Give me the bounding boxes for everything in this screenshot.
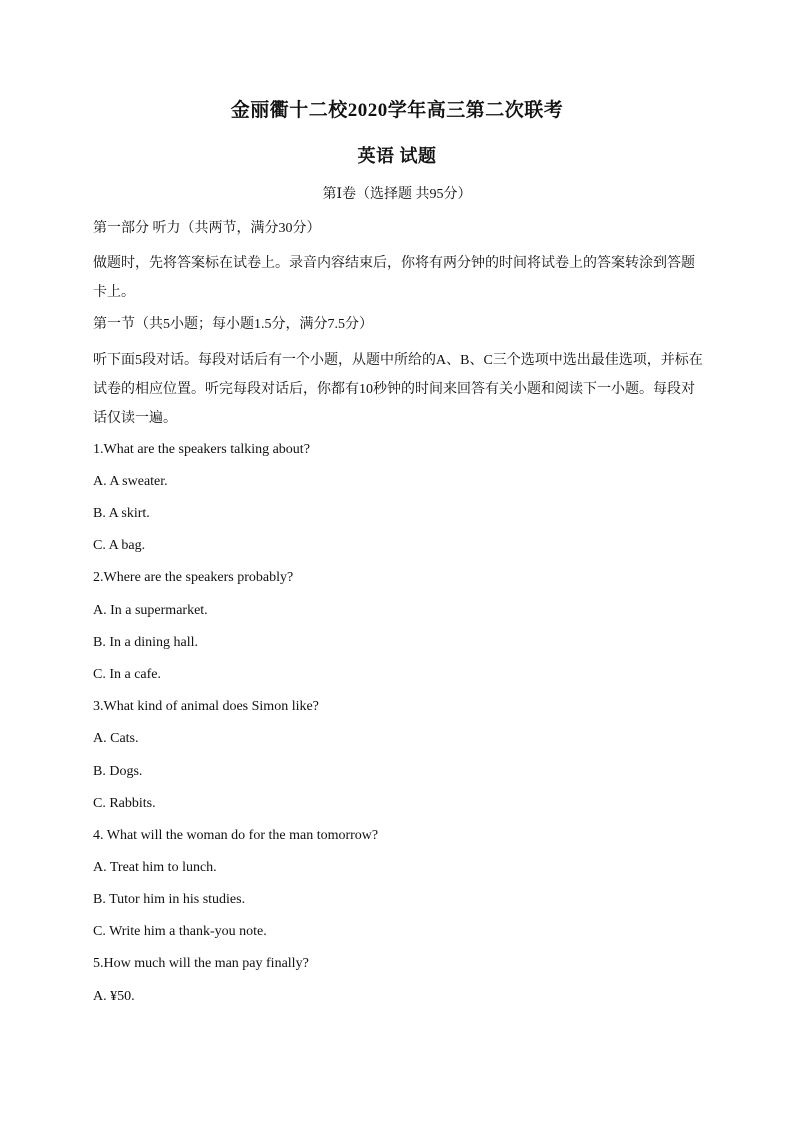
question-option: B. Tutor him in his studies. (93, 892, 246, 907)
exam-title: 金丽衢十二校2020学年高三第二次联考 (230, 100, 564, 121)
question-option: A. A sweater. (93, 474, 168, 489)
question-option: A. Cats. (93, 731, 139, 746)
part1-heading: 第一部分 听力（共两节，满分30分） (93, 221, 321, 236)
question-option: C. A bag. (93, 538, 146, 553)
question-option: C. Rabbits. (93, 796, 156, 811)
question-option: C. Write him a thank-you note. (93, 924, 267, 939)
part1-instructions: 做题时，先将答案标在试卷上。录音内容结束后，你将有两分钟的时间将试卷上的答案转涂到答题卡上。 (93, 256, 695, 300)
question-stem: 5.How much will the man pay finally? (93, 956, 309, 971)
question-option: B. In a dining hall. (93, 635, 198, 650)
question-stem: 1.What are the speakers talking about? (93, 442, 310, 457)
section1-instructions: 听下面5段对话。每段对话后有一个小题，从题中所给的A、B、C三个选项中选出最佳选项，并标在试卷的相应位置。听完每段对话后，你都有10秒钟的时间来回答有关小题和阅读下一小题。每段对话仅读一遍。 (93, 353, 703, 426)
question-option: A. Treat him to lunch. (93, 860, 217, 875)
exam-subtitle: 英语 试题 (357, 146, 437, 166)
question-option: A. In a supermarket. (93, 603, 208, 618)
question-stem: 3.What kind of animal does Simon like? (93, 699, 319, 714)
question-stem: 4. What will the woman do for the man tomorrow? (93, 828, 379, 843)
question-option: A. ¥50. (93, 989, 135, 1004)
question-stem: 2.Where are the speakers probably? (93, 570, 294, 585)
question-option: C. In a cafe. (93, 667, 162, 682)
question-option: B. A skirt. (93, 506, 150, 521)
volume-heading: 第Ⅰ卷（选择题 共95分） (322, 187, 472, 202)
question-option: B. Dogs. (93, 764, 143, 779)
section1-heading: 第一节（共5小题；每小题1.5分，满分7.5分） (93, 317, 373, 332)
